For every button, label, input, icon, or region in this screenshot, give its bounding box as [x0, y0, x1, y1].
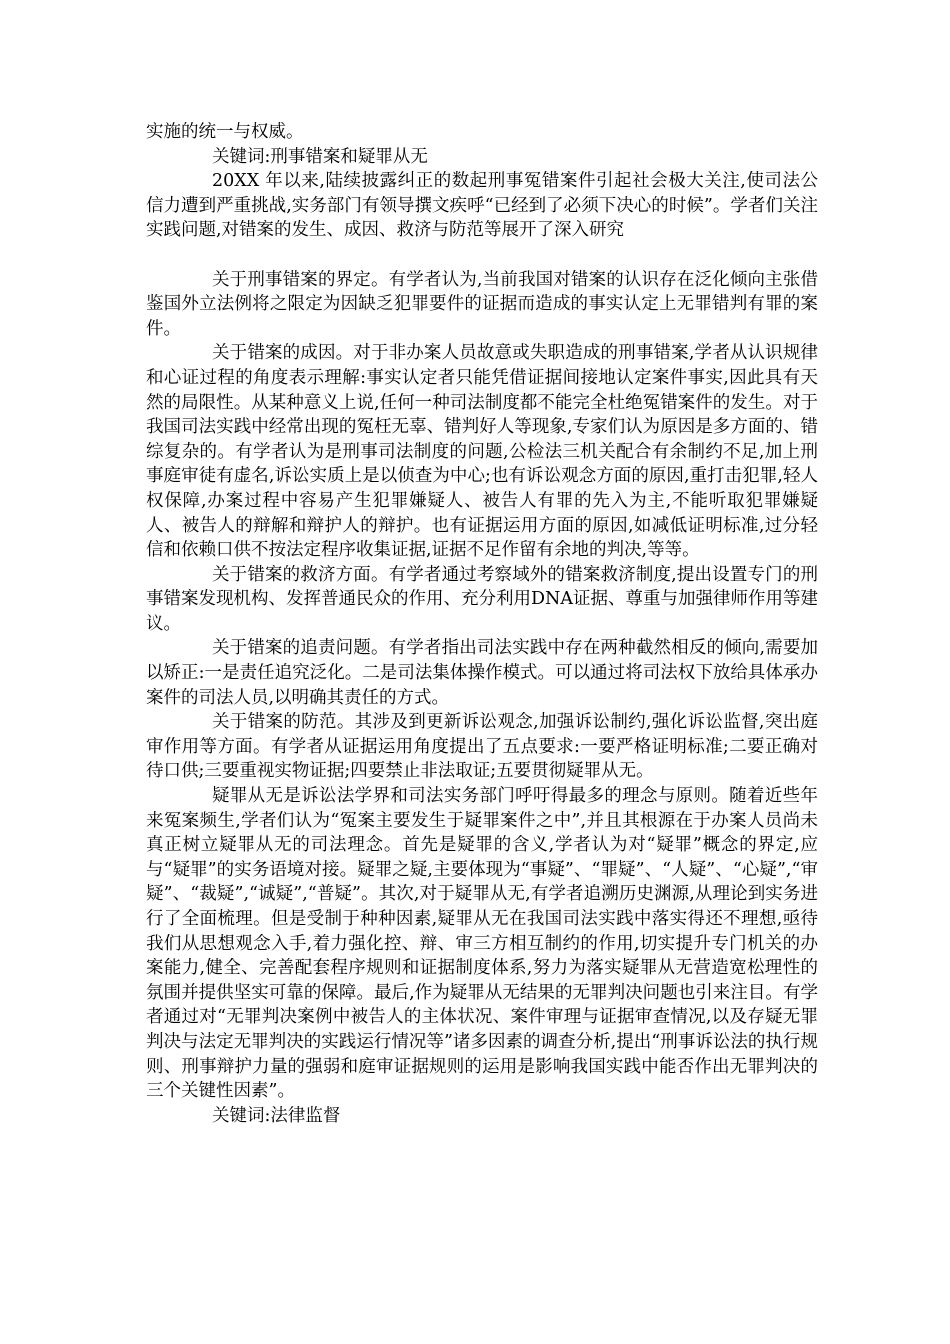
paragraph-accountability: 关于错案的追责问题。有学者指出司法实践中存在两种截然相反的倾向,需要加以矫正:一是责任追究泛化。二是司法集体操作模式。可以通过将司法权下放给具体承办案件的司法人员,以明确其责任的方式。: [146, 638, 818, 708]
paragraph-prevention: 关于错案的防范。其涉及到更新诉讼观念,加强诉讼制约,强化诉讼监督,突出庭审作用等方面。有学者从证据运用角度提出了五点要求:一要严格证明标准;二要正确对待口供;三要重视实物证据;四要禁止非法取证;五要贯彻疑罪从无。: [146, 712, 818, 782]
blank-line: [146, 243, 818, 268]
paragraph-intro-tail: 实施的统一与权威。: [146, 122, 304, 142]
paragraph-definition: 关于刑事错案的界定。有学者认为,当前我国对错案的认识存在泛化倾向主张借鉴国外立法例将之限定为因缺乏犯罪要件的证据而造成的事实认定上无罪错判有罪的案件。: [146, 269, 818, 339]
keywords-line-1: 关键词:刑事错案和疑罪从无: [212, 146, 428, 167]
paragraph-causes: 关于错案的成因。对于非办案人员故意或失职造成的刑事错案,学者从认识规律和心证过程的角度表示理解:事实认定者只能凭借证据间接地认定案件事实,因此具有天然的局限性。从某种意义上说,任何一种司法制度都不能完全杜绝冤错案件的发生。对于我国司法实践中经常出现的冤枉无辜、错判好人等现象,专家们认为原因是多方面的、错综复杂的。有学者认为是刑事司法制度的问题,公检法三机关配合有余制约不足,加上刑事庭审徒有虚名,诉讼实质上是以侦查为中心;也有诉讼观念方面的原因,重打击犯罪,轻人权保障,办案过程中容易产生犯罪嫌疑人、被告人有罪的先入为主,不能听取犯罪嫌疑人、被告人的辩解和辩护人的辩护。也有证据运用方面的原因,如减低证明标准,过分轻信和依赖口供不按法定程序收集证据,证据不足作留有余地的判决,等等。: [146, 343, 818, 561]
paragraph-background: 20XX 年以来,陆续披露纠正的数起刑事冤错案件引起社会极大关注,使司法公信力遭到严重挑战,实务部门有领导撰文疾呼“已经到了必须下决心的时候”。学者们关注实践问题,对错案的发生、成因、救济与防范等展开了深入研究: [146, 171, 818, 241]
keywords-line-2: 关键词:法律监督: [212, 1105, 341, 1126]
paragraph-remedy: 关于错案的救济方面。有学者通过考察域外的错案救济制度,提出设置专门的刑事错案发现机构、发挥普通民众的作用、充分利用DNA证据、尊重与加强律师作用等建议。: [146, 564, 818, 634]
paragraph-doubt-principle: 疑罪从无是诉讼法学界和司法实务部门呼吁得最多的理念与原则。随着近些年来冤案频生,学者们认为“冤案主要发生于疑罪案件之中”,并且其根源在于办案人员尚未真正树立疑罪从无的司法理念。首先是疑罪的含义,学者认为对“疑罪”概念的界定,应与“疑罪”的实务语境对接。疑罪之疑,主要体现为“事疑”、“罪疑”、“人疑”、“心疑”,“审疑”、“裁疑”,“诚疑”,“普疑”。其次,对于疑罪从无,有学者追溯历史渊源,从理论到实务进行了全面梳理。但是受制于种种因素,疑罪从无在我国司法实践中落实得还不理想,亟待我们从思想观念入手,着力强化控、辩、审三方相互制约的作用,切实提升专门机关的办案能力,健全、完善配套程序规则和证据制度体系,努力为落实疑罪从无营造宽松理性的氛围并提供坚实可靠的保障。最后,作为疑罪从无结果的无罪判决问题也引来注目。有学者通过对“无罪判决案例中被告人的主体状况、案件审理与证据审查情况,以及存疑无罪判决与法定无罪判决的实践运行情况等”诸多因素的调查分析,提出“刑事诉讼法的执行规则、刑事辩护力量的强弱和庭审证据规则的运用是影响我国实践中能否作出无罪判决的三个关键性因素”。: [146, 786, 818, 1102]
document-body: [146, 120, 818, 1128]
